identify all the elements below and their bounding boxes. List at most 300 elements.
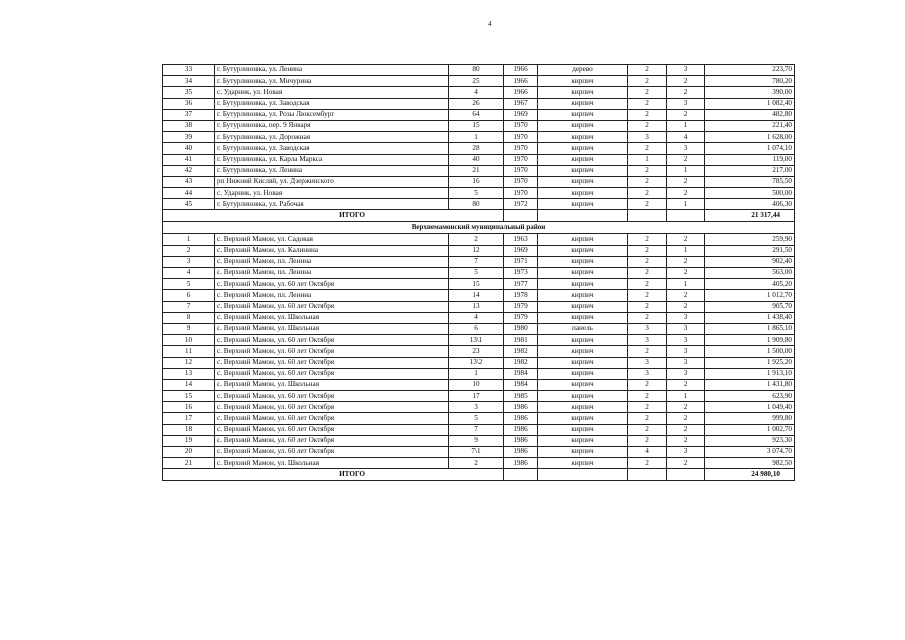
table-row [163, 447, 795, 458]
table-row [163, 199, 795, 210]
table-row [163, 65, 795, 76]
material-cell: кирпич [538, 335, 628, 346]
cost-cell: 1 500,00 [705, 346, 795, 357]
house-number-cell: 13\2 [449, 357, 504, 368]
house-number-cell: 1 [449, 132, 504, 143]
entrances-cell: 2 [667, 268, 705, 279]
material-cell: кирпич [538, 301, 628, 312]
year-cell: 1966 [504, 76, 538, 87]
material-cell: кирпич [538, 402, 628, 413]
floors-cell: 2 [628, 379, 667, 390]
year-cell: 1981 [504, 335, 538, 346]
house-number-cell: 5 [449, 413, 504, 424]
entrances-cell: 1 [667, 199, 705, 210]
entrances-cell: 2 [667, 424, 705, 435]
material-cell: кирпич [538, 447, 628, 458]
empty-cell [628, 469, 667, 481]
year-cell: 1971 [504, 256, 538, 267]
house-number-cell: 14 [449, 290, 504, 301]
row-number: 44 [163, 188, 215, 199]
material-cell: кирпич [538, 176, 628, 187]
table-row [163, 176, 795, 187]
table-row [163, 120, 795, 131]
house-number-cell: 15 [449, 279, 504, 290]
floors-cell: 2 [628, 290, 667, 301]
cost-cell: 1 438,40 [705, 312, 795, 323]
year-cell: 1986 [504, 413, 538, 424]
address-cell: с. Верхний Мамон, ул. Школьная [215, 312, 449, 323]
cost-cell: 223,70 [705, 65, 795, 76]
row-number: 33 [163, 65, 215, 76]
address-cell: г. Бутурлиновка, ул. Карла Маркса [215, 154, 449, 165]
house-number-cell: 5 [449, 188, 504, 199]
material-cell: кирпич [538, 188, 628, 199]
year-cell: 1967 [504, 98, 538, 109]
table-row [163, 357, 795, 368]
cost-cell: 780,20 [705, 76, 795, 87]
row-number: 35 [163, 87, 215, 98]
row-number: 45 [163, 199, 215, 210]
entrances-cell: 2 [667, 176, 705, 187]
floors-cell: 1 [628, 154, 667, 165]
row-number: 20 [163, 447, 215, 458]
address-cell: с. Верхний Мамон, ул. 60 лет Октября [215, 301, 449, 312]
house-number-cell: 2 [449, 234, 504, 245]
total-row [163, 210, 795, 222]
empty-cell [628, 210, 667, 222]
cost-cell: 405,20 [705, 279, 795, 290]
address-cell: с. Верхний Мамон, пл. Ленина [215, 268, 449, 279]
row-number: 4 [163, 268, 215, 279]
address-cell: с. Верхний Мамон, ул. Калинина [215, 245, 449, 256]
row-number: 19 [163, 435, 215, 446]
row-number: 13 [163, 368, 215, 379]
material-cell: кирпич [538, 154, 628, 165]
address-cell: г. Бутурлиновка, ул. Заводская [215, 143, 449, 154]
material-cell: кирпич [538, 391, 628, 402]
entrances-cell: 2 [667, 234, 705, 245]
table-row [163, 379, 795, 390]
address-cell: с. Ударник, ул. Новая [215, 188, 449, 199]
row-number: 6 [163, 290, 215, 301]
table-row [163, 109, 795, 120]
material-cell: кирпич [538, 165, 628, 176]
table-row [163, 368, 795, 379]
cost-cell: 999,80 [705, 413, 795, 424]
address-cell: г. Бутурлиновка, ул. Розы Люксембург [215, 109, 449, 120]
year-cell: 1970 [504, 176, 538, 187]
floors-cell: 2 [628, 109, 667, 120]
address-cell: с. Верхний Мамон, ул. 60 лет Октября [215, 357, 449, 368]
section-header-row [163, 222, 795, 234]
empty-cell [538, 210, 628, 222]
material-cell: кирпич [538, 109, 628, 120]
house-number-cell: 10 [449, 379, 504, 390]
row-number: 1 [163, 234, 215, 245]
entrances-cell: 1 [667, 165, 705, 176]
table-row [163, 132, 795, 143]
entrances-cell: 3 [667, 143, 705, 154]
year-cell: 1984 [504, 368, 538, 379]
table-row [163, 301, 795, 312]
entrances-cell: 2 [667, 379, 705, 390]
table-row [163, 346, 795, 357]
floors-cell: 2 [628, 402, 667, 413]
house-number-cell: 12 [449, 245, 504, 256]
house-number-cell: 13 [449, 301, 504, 312]
floors-cell: 2 [628, 279, 667, 290]
floors-cell: 2 [628, 65, 667, 76]
material-cell: кирпич [538, 290, 628, 301]
row-number: 43 [163, 176, 215, 187]
floors-cell: 2 [628, 435, 667, 446]
cost-cell: 406,30 [705, 199, 795, 210]
table-row [163, 234, 795, 245]
cost-cell: 902,40 [705, 256, 795, 267]
entrances-cell: 2 [667, 458, 705, 469]
year-cell: 1966 [504, 65, 538, 76]
cost-cell: 291,50 [705, 245, 795, 256]
row-number: 2 [163, 245, 215, 256]
year-cell: 1986 [504, 424, 538, 435]
table-row [163, 458, 795, 469]
house-number-cell: 23 [449, 346, 504, 357]
table-row [163, 323, 795, 334]
house-number-cell: 2 [449, 458, 504, 469]
address-cell: с. Верхний Мамон, ул. Садовая [215, 234, 449, 245]
floors-cell: 2 [628, 188, 667, 199]
floors-cell: 3 [628, 323, 667, 334]
cost-cell: 982,50 [705, 458, 795, 469]
entrances-cell: 3 [667, 368, 705, 379]
floors-cell: 2 [628, 76, 667, 87]
table-body [163, 65, 795, 481]
material-cell: кирпич [538, 413, 628, 424]
entrances-cell: 4 [667, 132, 705, 143]
empty-cell [504, 469, 538, 481]
cost-cell: 1 012,70 [705, 290, 795, 301]
cost-cell: 1 049,40 [705, 402, 795, 413]
table-row [163, 413, 795, 424]
cost-cell: 3 074,70 [705, 447, 795, 458]
material-cell: кирпич [538, 357, 628, 368]
material-cell: панель [538, 323, 628, 334]
address-cell: с. Верхний Мамон, ул. 60 лет Октября [215, 346, 449, 357]
cost-cell: 500,00 [705, 188, 795, 199]
total-row [163, 469, 795, 481]
address-cell: с. Верхний Мамон, ул. 60 лет Октября [215, 413, 449, 424]
year-cell: 1982 [504, 346, 538, 357]
total-label: ИТОГО [163, 210, 504, 222]
address-cell: с. Верхний Мамон, пл. Ленина [215, 290, 449, 301]
year-cell: 1984 [504, 379, 538, 390]
table-row [163, 188, 795, 199]
table-row [163, 402, 795, 413]
material-cell: кирпич [538, 132, 628, 143]
empty-cell [538, 469, 628, 481]
address-cell: с. Ударник, ул. Новая [215, 87, 449, 98]
entrances-cell: 2 [667, 76, 705, 87]
cost-cell: 1 865,10 [705, 323, 795, 334]
floors-cell: 2 [628, 234, 667, 245]
table-row [163, 279, 795, 290]
entrances-cell: 2 [667, 188, 705, 199]
year-cell: 1970 [504, 154, 538, 165]
house-number-cell: 25 [449, 76, 504, 87]
entrances-cell: 3 [667, 323, 705, 334]
floors-cell: 2 [628, 87, 667, 98]
table-row [163, 312, 795, 323]
year-cell: 1970 [504, 165, 538, 176]
entrances-cell: 3 [667, 98, 705, 109]
row-number: 41 [163, 154, 215, 165]
material-cell: кирпич [538, 435, 628, 446]
material-cell: кирпич [538, 458, 628, 469]
year-cell: 1969 [504, 245, 538, 256]
entrances-cell: 2 [667, 109, 705, 120]
entrances-cell: 2 [667, 435, 705, 446]
table-row [163, 268, 795, 279]
floors-cell: 2 [628, 312, 667, 323]
page-number: 4 [488, 20, 492, 28]
house-number-cell: 17 [449, 391, 504, 402]
row-number: 9 [163, 323, 215, 334]
address-cell: с. Верхний Мамон, ул. Школьная [215, 323, 449, 334]
year-cell: 1977 [504, 279, 538, 290]
entrances-cell: 3 [667, 357, 705, 368]
address-cell: рп Нижний Кисляй, ул. Дзержинского [215, 176, 449, 187]
house-number-cell: 4 [449, 312, 504, 323]
row-number: 3 [163, 256, 215, 267]
table-row [163, 98, 795, 109]
floors-cell: 2 [628, 199, 667, 210]
floors-cell: 2 [628, 346, 667, 357]
material-cell: кирпич [538, 234, 628, 245]
floors-cell: 2 [628, 391, 667, 402]
house-number-cell: 28 [449, 143, 504, 154]
floors-cell: 3 [628, 335, 667, 346]
row-number: 12 [163, 357, 215, 368]
total-sum: 21 317,44 [705, 210, 795, 222]
entrances-cell: 1 [667, 120, 705, 131]
row-number: 40 [163, 143, 215, 154]
total-label: ИТОГО [163, 469, 504, 481]
entrances-cell: 2 [667, 256, 705, 267]
row-number: 16 [163, 402, 215, 413]
house-number-cell: 13\1 [449, 335, 504, 346]
row-number: 15 [163, 391, 215, 402]
cost-cell: 1 925,20 [705, 357, 795, 368]
address-cell: с. Верхний Мамон, ул. 60 лет Октября [215, 435, 449, 446]
empty-cell [504, 210, 538, 222]
material-cell: кирпич [538, 279, 628, 290]
house-number-cell: 7 [449, 256, 504, 267]
floors-cell: 4 [628, 447, 667, 458]
house-number-cell: 7\1 [449, 447, 504, 458]
address-cell: с. Верхний Мамон, ул. 60 лет Октября [215, 391, 449, 402]
floors-cell: 2 [628, 256, 667, 267]
cost-cell: 785,50 [705, 176, 795, 187]
year-cell: 1985 [504, 391, 538, 402]
row-number: 18 [163, 424, 215, 435]
floors-cell: 2 [628, 98, 667, 109]
empty-cell [667, 210, 705, 222]
row-number: 17 [163, 413, 215, 424]
address-cell: г. Бутурлиновка, пер. 9 Января [215, 120, 449, 131]
cost-cell: 905,70 [705, 301, 795, 312]
section-title: Верхнемамонский муниципальный район [163, 222, 795, 234]
cost-cell: 563,00 [705, 268, 795, 279]
table-row [163, 154, 795, 165]
cost-cell: 1 628,00 [705, 132, 795, 143]
cost-cell: 217,00 [705, 165, 795, 176]
housing-table [162, 64, 795, 481]
year-cell: 1980 [504, 323, 538, 334]
year-cell: 1963 [504, 234, 538, 245]
year-cell: 1979 [504, 312, 538, 323]
year-cell: 1966 [504, 87, 538, 98]
address-cell: с. Верхний Мамон, ул. 60 лет Октября [215, 424, 449, 435]
floors-cell: 3 [628, 132, 667, 143]
floors-cell: 3 [628, 368, 667, 379]
cost-cell: 623,90 [705, 391, 795, 402]
year-cell: 1986 [504, 458, 538, 469]
table-row [163, 435, 795, 446]
address-cell: с. Верхний Мамон, ул. 60 лет Октября [215, 279, 449, 290]
cost-cell: 923,30 [705, 435, 795, 446]
row-number: 37 [163, 109, 215, 120]
floors-cell: 2 [628, 458, 667, 469]
entrances-cell: 3 [667, 335, 705, 346]
cost-cell: 221,40 [705, 120, 795, 131]
cost-cell: 1 913,10 [705, 368, 795, 379]
floors-cell: 2 [628, 424, 667, 435]
cost-cell: 1 082,40 [705, 98, 795, 109]
floors-cell: 2 [628, 413, 667, 424]
table-row [163, 76, 795, 87]
address-cell: с. Верхний Мамон, пл. Ленина [215, 256, 449, 267]
material-cell: кирпич [538, 256, 628, 267]
entrances-cell: 1 [667, 245, 705, 256]
floors-cell: 2 [628, 268, 667, 279]
table-row [163, 165, 795, 176]
year-cell: 1970 [504, 188, 538, 199]
address-cell: с. Верхний Мамон, ул. 60 лет Октября [215, 368, 449, 379]
address-cell: с. Верхний Мамон, ул. 60 лет Октября [215, 335, 449, 346]
row-number: 42 [163, 165, 215, 176]
house-number-cell: 3 [449, 402, 504, 413]
material-cell: кирпич [538, 424, 628, 435]
table-row [163, 391, 795, 402]
entrances-cell: 2 [667, 402, 705, 413]
total-sum: 24 980,10 [705, 469, 795, 481]
cost-cell: 1 909,80 [705, 335, 795, 346]
floors-cell: 2 [628, 245, 667, 256]
address-cell: с. Верхний Мамон, ул. 60 лет Октября [215, 402, 449, 413]
address-cell: г. Бутурлиновка, ул. Мичурина [215, 76, 449, 87]
house-number-cell: 26 [449, 98, 504, 109]
year-cell: 1973 [504, 268, 538, 279]
house-number-cell: 5 [449, 268, 504, 279]
address-cell: г. Бутурлиновка, ул. Дорожная [215, 132, 449, 143]
house-number-cell: 80 [449, 65, 504, 76]
empty-cell [667, 469, 705, 481]
address-cell: г. Бутурлиновка, ул. Заводская [215, 98, 449, 109]
year-cell: 1970 [504, 132, 538, 143]
cost-cell: 390,00 [705, 87, 795, 98]
material-cell: кирпич [538, 379, 628, 390]
house-number-cell: 1 [449, 368, 504, 379]
floors-cell: 3 [628, 357, 667, 368]
year-cell: 1978 [504, 290, 538, 301]
material-cell: кирпич [538, 87, 628, 98]
table-row [163, 245, 795, 256]
table-row [163, 143, 795, 154]
row-number: 11 [163, 346, 215, 357]
floors-cell: 2 [628, 301, 667, 312]
floors-cell: 2 [628, 120, 667, 131]
table-row [163, 290, 795, 301]
material-cell: кирпич [538, 143, 628, 154]
table-row [163, 424, 795, 435]
row-number: 10 [163, 335, 215, 346]
entrances-cell: 2 [667, 290, 705, 301]
row-number: 34 [163, 76, 215, 87]
entrances-cell: 2 [667, 154, 705, 165]
entrances-cell: 2 [667, 87, 705, 98]
entrances-cell: 3 [667, 447, 705, 458]
address-cell: г. Бутурлиновка, ул. Ленина [215, 65, 449, 76]
cost-cell: 259,90 [705, 234, 795, 245]
house-number-cell: 21 [449, 165, 504, 176]
year-cell: 1970 [504, 143, 538, 154]
house-number-cell: 80 [449, 199, 504, 210]
entrances-cell: 2 [667, 301, 705, 312]
house-number-cell: 16 [449, 176, 504, 187]
entrances-cell: 3 [667, 346, 705, 357]
year-cell: 1986 [504, 402, 538, 413]
material-cell: кирпич [538, 346, 628, 357]
row-number: 21 [163, 458, 215, 469]
material-cell: кирпич [538, 268, 628, 279]
year-cell: 1972 [504, 199, 538, 210]
cost-cell: 1 431,80 [705, 379, 795, 390]
house-number-cell: 6 [449, 323, 504, 334]
floors-cell: 2 [628, 143, 667, 154]
address-cell: г. Бутурлиновка, ул. Ленина [215, 165, 449, 176]
floors-cell: 2 [628, 165, 667, 176]
material-cell: кирпич [538, 98, 628, 109]
year-cell: 1969 [504, 109, 538, 120]
address-cell: с. Верхний Мамон, ул. Школьная [215, 379, 449, 390]
material-cell: кирпич [538, 120, 628, 131]
entrances-cell: 3 [667, 65, 705, 76]
entrances-cell: 2 [667, 413, 705, 424]
year-cell: 1986 [504, 435, 538, 446]
row-number: 14 [163, 379, 215, 390]
year-cell: 1979 [504, 301, 538, 312]
address-cell: с. Верхний Мамон, ул. Школьная [215, 458, 449, 469]
material-cell: кирпич [538, 76, 628, 87]
row-number: 36 [163, 98, 215, 109]
material-cell: кирпич [538, 199, 628, 210]
entrances-cell: 1 [667, 279, 705, 290]
material-cell: кирпич [538, 368, 628, 379]
row-number: 5 [163, 279, 215, 290]
entrances-cell: 3 [667, 312, 705, 323]
material-cell: кирпич [538, 245, 628, 256]
cost-cell: 482,80 [705, 109, 795, 120]
